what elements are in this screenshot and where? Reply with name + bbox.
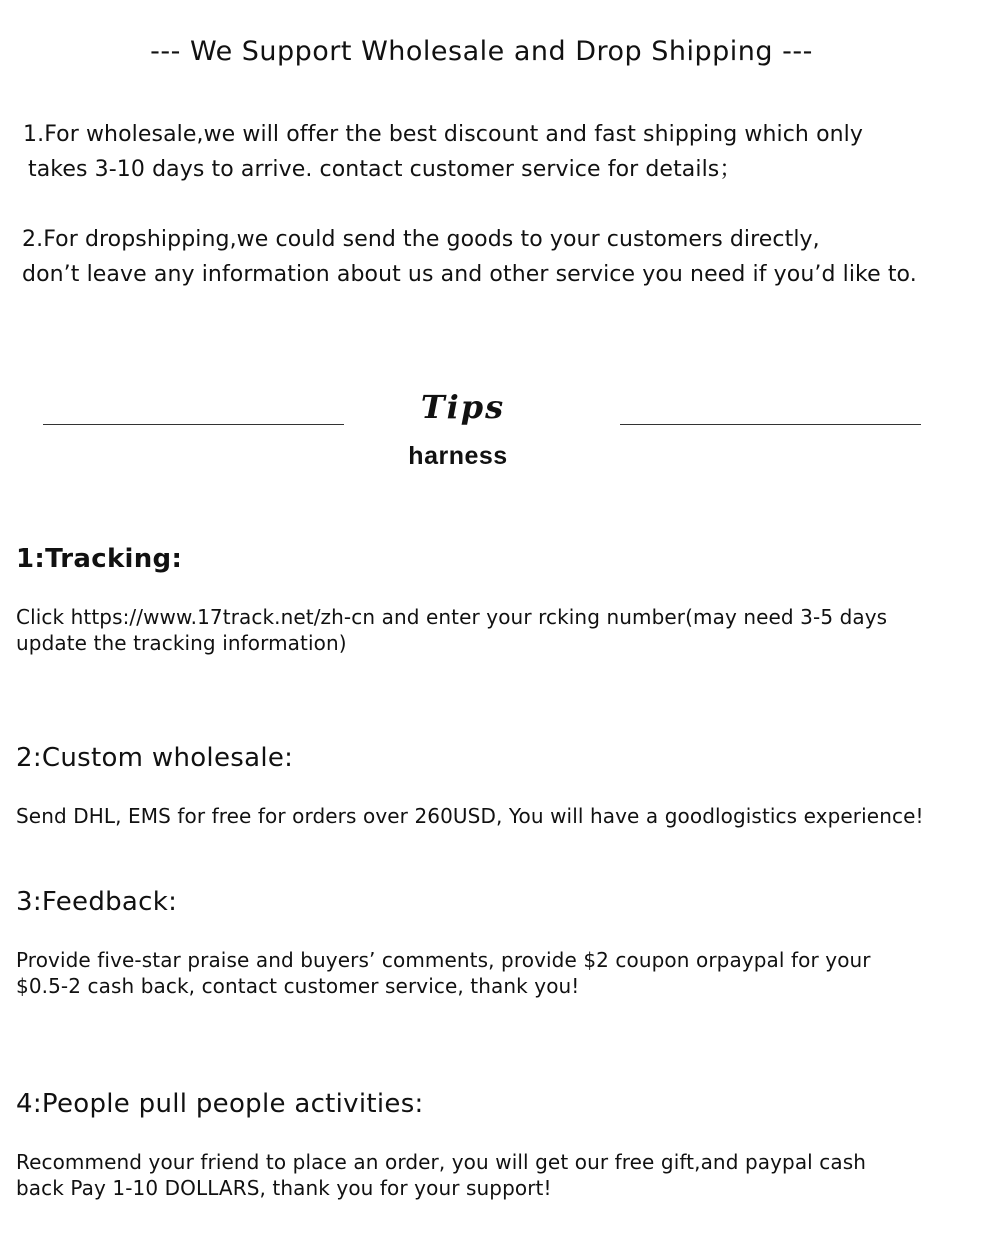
feedback-line-2: $0.5-2 cash back, contact customer service, thank you! — [16, 974, 580, 998]
referral-heading: 4:People pull people activities: — [16, 1089, 424, 1119]
custom-wholesale-line-1: Send DHL, EMS for free for orders over 260USD, You will have a goodlogistics experience! — [16, 804, 924, 828]
referral-line-1: Recommend your friend to place an order, you will get our free gift,and paypal cash — [16, 1150, 867, 1174]
tracking-line-1: Click https://www.17track.net/zh-cn and enter your rcking number(may need 3-5 days — [16, 605, 888, 629]
tracking-heading: 1:Tracking: — [16, 544, 183, 574]
tips-divider-right — [620, 424, 921, 425]
wholesale-line-1: 1.For wholesale,we will offer the best discount and fast shipping which only — [23, 122, 864, 147]
tracking-line-2: update the tracking information) — [16, 631, 347, 655]
feedback-body — [16, 947, 871, 999]
page-headline: --- We Support Wholesale and Drop Shipping --- — [150, 36, 813, 67]
feedback-heading: 3:Feedback: — [16, 887, 178, 917]
tips-divider-left — [43, 424, 344, 425]
referral-line-2: back Pay 1-10 DOLLARS, thank you for your support! — [16, 1176, 552, 1200]
tips-subtitle: harness — [408, 442, 508, 470]
dropshipping-paragraph — [22, 222, 917, 292]
dropshipping-line-1: 2.For dropshipping,we could send the goods to your customers directly, — [22, 227, 820, 252]
custom-wholesale-body — [16, 803, 924, 829]
feedback-line-1: Provide five-star praise and buyers’ comments, provide $2 coupon orpaypal for your — [16, 948, 871, 972]
tips-title: Tips — [420, 388, 506, 426]
wholesale-paragraph — [23, 117, 863, 187]
referral-body — [16, 1149, 866, 1201]
dropshipping-line-2: don’t leave any information about us and other service you need if you’d like to. — [22, 262, 917, 287]
tracking-body — [16, 604, 887, 656]
wholesale-line-2: takes 3-10 days to arrive. contact customer service for details； — [28, 157, 742, 182]
custom-wholesale-heading: 2:Custom wholesale: — [16, 743, 294, 773]
